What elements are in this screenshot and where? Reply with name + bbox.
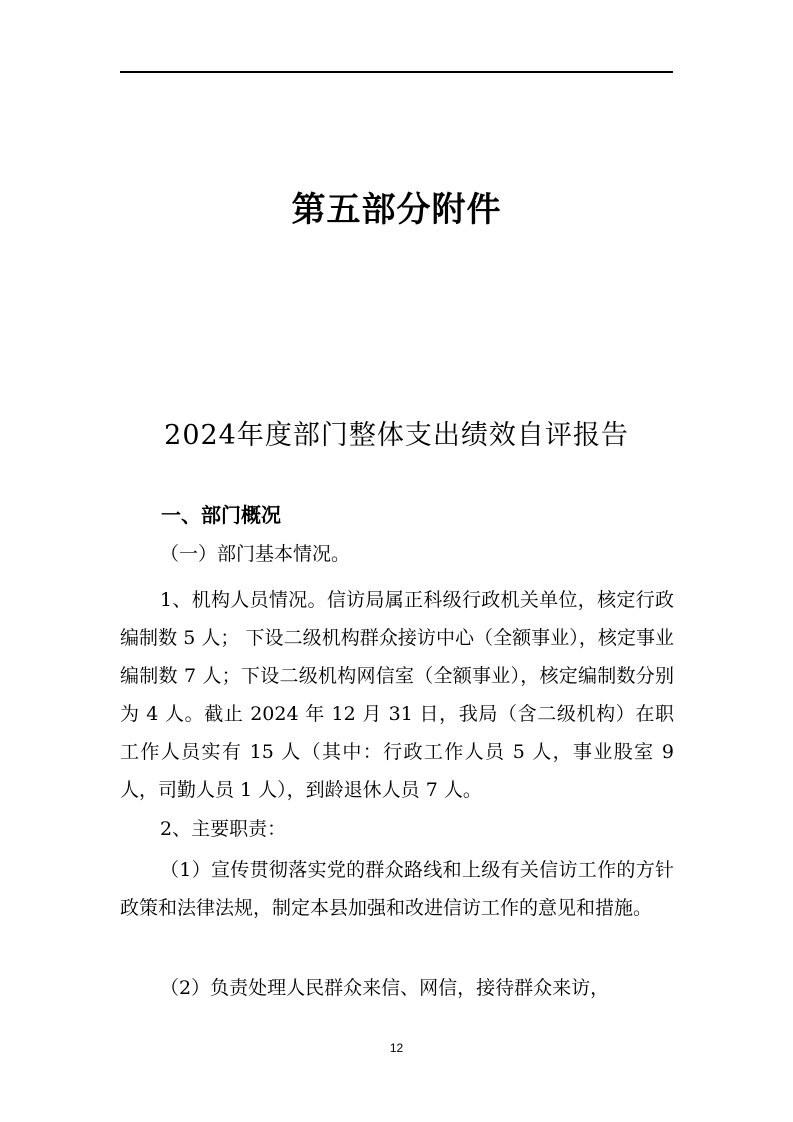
paragraph-duty-1: （1）宣传贯彻落实党的群众路线和上级有关信访工作的方针政策和法律法规，制定本县加强和改进信访工作的意见和措施。 bbox=[120, 859, 674, 919]
section-heading: 一、部门概况 bbox=[161, 503, 281, 527]
paragraph-sub-heading: （一）部门基本情况。 bbox=[160, 543, 351, 565]
paragraph-institution-staffing: 1、机构人员情况。信访局属正科级行政机关单位，核定行政编制数 5 人； 下设二级机构群众接访中心（全额事业），核定事业编制数 7 人；下设二级机构网信室（全额事业），核定编制数分别为 4 人。截止 2024 年 12 月 31 日，我局（含二级机构）在职工作人员实有 15 人（其中：行政工作人员 5 人，事业股室 9 人，司勤人员 1 人），到龄退休人员 7 人。 bbox=[120, 589, 674, 801]
paragraph-main-duties-heading: 2、主要职责： bbox=[160, 818, 287, 840]
part-title: 第五部分附件 bbox=[291, 190, 502, 230]
report-title: 2024年度部门整体支出绩效自评报告 bbox=[164, 420, 629, 451]
paragraph-duty-2: （2）负责处理人民群众来信、网信，接待群众来访， bbox=[160, 977, 610, 999]
page-number: 12 bbox=[389, 1041, 404, 1055]
header-rule bbox=[120, 71, 673, 73]
